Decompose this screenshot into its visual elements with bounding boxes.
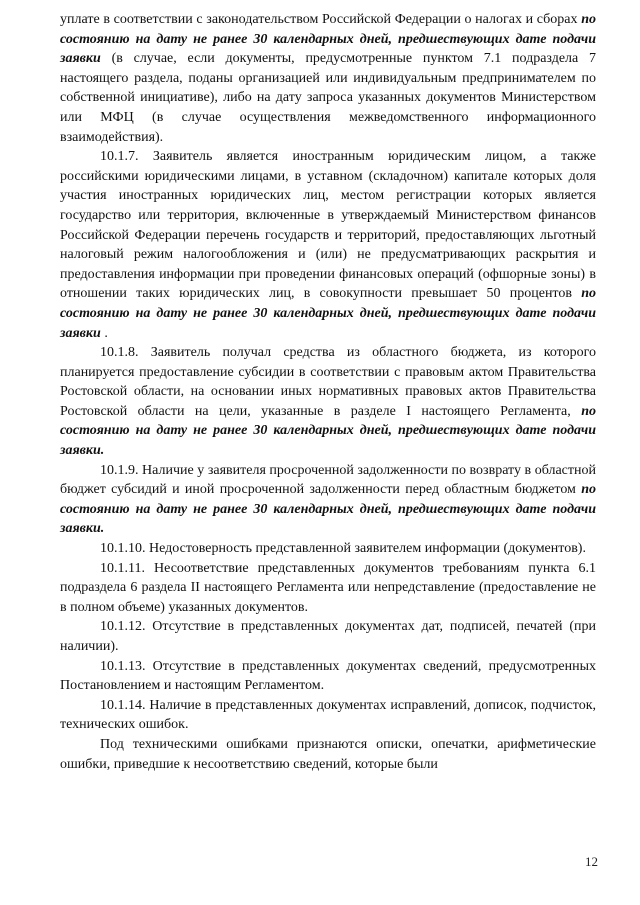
emphasized-text: по состоянию на дату не ранее 30 календарных дней, предшествующих дате подачи заявки. bbox=[60, 403, 596, 459]
body-text: 10.1.10. Недостоверность представленной заявителем информации (документов). bbox=[100, 541, 586, 557]
body-text: 10.1.14. Наличие в представленных документах исправлений, дописок, подчисток, технических ошибок. bbox=[60, 697, 596, 733]
document-page bbox=[60, 10, 596, 890]
body-text: 10.1.9. Наличие у заявителя просроченной задолженности по возврату в областной бюджет субсидий и иной просроченной задолженности перед областным бюджетом bbox=[60, 462, 596, 498]
emphasized-text: по состоянию на дату не ранее 30 календарных дней, предшествующих дате подачи заявки bbox=[60, 12, 596, 67]
body-text: . bbox=[100, 325, 108, 341]
body-text: 10.1.12. Отсутствие в представленных документах дат, подписей, печатей (при наличии). bbox=[60, 619, 596, 654]
paragraph bbox=[60, 461, 596, 539]
body-text: 10.1.7. Заявитель является иностранным юридическим лицом, а также российскими юридическими лицами, в уставном (складочном) капитале которых доля участия иностранных юридических лиц, местом регистрации которых является государство или территория, включенные в утверждаемый Министерством финансов Российской Федерации перечень государств и территорий, предоставляющих льготный налоговый режим налогообложения и (или) не предусматривающих раскрытия и предоставления информации при проведении финансовых операций (офшорные зоны) в отношении таких юридических лиц, в совокупности превышает 50 процентов bbox=[60, 149, 596, 302]
paragraph bbox=[60, 343, 596, 461]
paragraph bbox=[60, 657, 596, 696]
page-number: 12 bbox=[585, 854, 598, 869]
body-text: 10.1.11. Несоответствие представленных документов требованиям пункта 6.1 подраздела 6 раздела II настоящего Регламента или непредставление (предоставление не в полном объеме) указанных документов. bbox=[60, 560, 596, 615]
emphasized-text: по состоянию на дату не ранее 30 календарных дней, предшествующих дате подачи заявки bbox=[60, 286, 596, 341]
body-text: 10.1.8. Заявитель получал средства из областного бюджета, из которого планируется предоставление субсидии в соответствии с правовым актом Правительства Ростовской области, на основании иных нормативных правовых актов Правительства Ростовской области на цели, указанные в разделе I настоящего Регламента, bbox=[60, 345, 596, 419]
paragraph bbox=[60, 559, 596, 618]
emphasized-text: по состоянию на дату не ранее 30 календарных дней, предшествующих дате подачи заявки. bbox=[60, 482, 596, 537]
body-text: (в случае, если документы, предусмотренные пунктом 7.1 подраздела 7 настоящего раздела, поданы организацией или индивидуальным предпринимателем по собственной инициативе), либо на дату запроса указанных документов Министерством или МФЦ (в случае осуществления межведомственного информационного взаимодействия). bbox=[60, 51, 596, 145]
document-body bbox=[60, 10, 596, 774]
paragraph bbox=[60, 10, 596, 147]
body-text: уплате в соответствии с законодательством Российской Федерации о налогах и сборах bbox=[60, 12, 582, 27]
body-text: Под техническими ошибками признаются описки, опечатки, арифметические ошибки, приведшие к несоответствию сведений, которые были bbox=[60, 736, 596, 772]
body-text: 10.1.13. Отсутствие в представленных документах сведений, предусмотренных Постановлением и настоящим Регламентом. bbox=[60, 658, 596, 694]
paragraph bbox=[60, 539, 596, 559]
paragraph bbox=[60, 696, 596, 735]
paragraph bbox=[60, 617, 596, 656]
paragraph bbox=[60, 147, 596, 343]
paragraph bbox=[60, 735, 596, 774]
